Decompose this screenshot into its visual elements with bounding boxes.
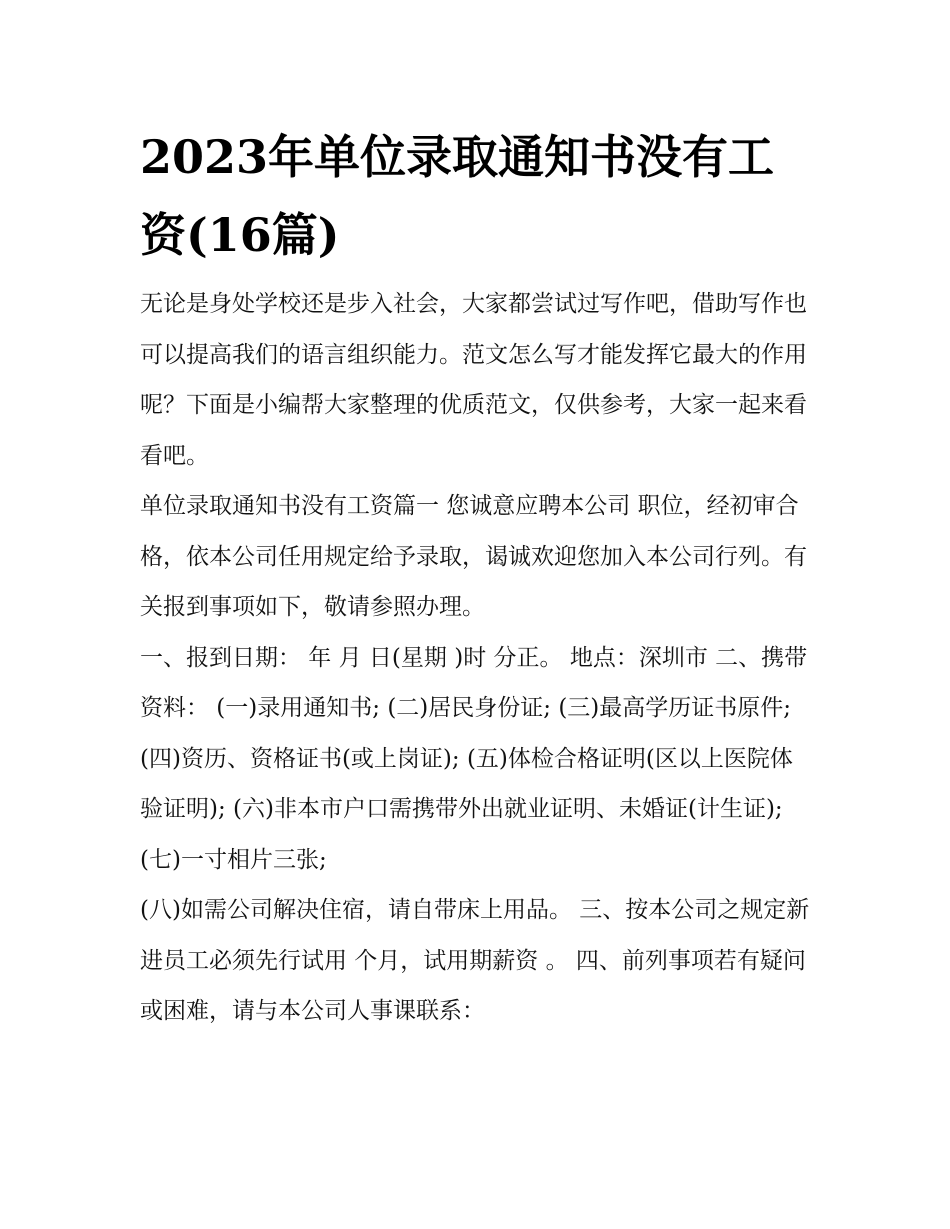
- document-body: [140, 279, 812, 1037]
- intro-paragraph: 无论是身处学校还是步入社会，大家都尝试过写作吧，借助写作也可以提高我们的语言组织能力。范文怎么写才能发挥它最大的作用呢？下面是小编帮大家整理的优质范文，仅供参考，大家一起来看看吧。: [140, 291, 807, 469]
- paragraph-report-date: 一、报到日期： 年 月 日(星期 )时 分正。 地点：深圳市 二、携带资料： (一)录用通知书; (二)居民身份证; (三)最高学历证书原件;: [140, 644, 808, 721]
- paragraph-probation: (八)如需公司解决住宿，请自带床上用品。 三、按本公司之规定新进员工必须先行试用 个月，试用期薪资 。 四、前列事项若有疑问或困难，请与本公司人事课联系：: [140, 897, 810, 1024]
- document-title: 2023年单位录取通知书没有工资(16篇): [140, 130, 775, 262]
- paragraph-offer: 单位录取通知书没有工资篇一 您诚意应聘本公司 职位，经初审合格，依本公司任用规定给予录取，谒诚欢迎您加入本公司行列。有关报到事项如下，敬请参照办理。: [140, 493, 807, 620]
- paragraph-documents: (四)资历、资格证书(或上岗证); (五)体检合格证明(区以上医院体验证明); (六)非本市户口需携带外出就业证明、未婚证(计生证); (七)一寸相片三张;: [140, 745, 793, 873]
